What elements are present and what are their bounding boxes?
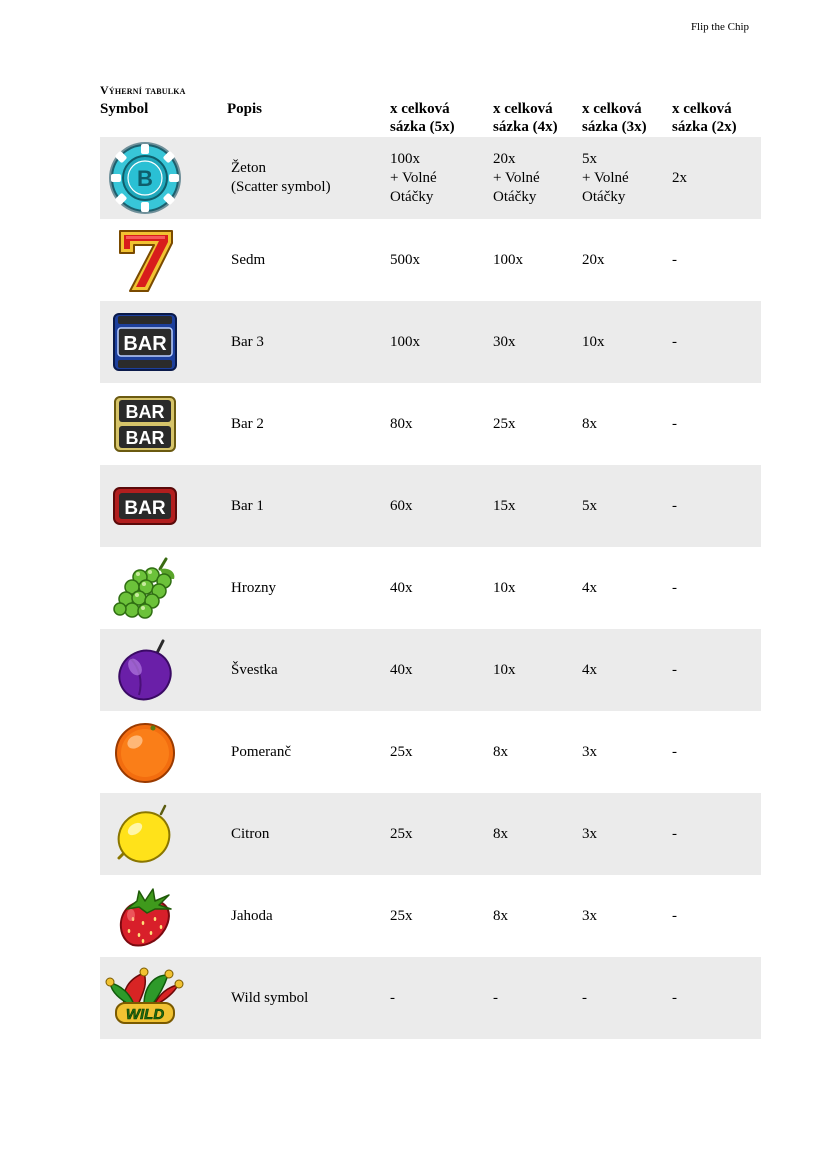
- payout-3x: 3x: [582, 907, 597, 924]
- bar2-icon: [113, 395, 177, 453]
- payout-4x: 20x + Volné Otáčky: [493, 150, 540, 205]
- payout-4x: 8x: [493, 825, 508, 842]
- seven-icon: [110, 225, 180, 295]
- payout-2x: -: [672, 579, 677, 596]
- chip-icon-letter: B: [137, 166, 153, 191]
- column-header-description: Popis: [227, 101, 263, 117]
- row-description: Švestka: [231, 661, 278, 678]
- payout-3x: 5x: [582, 497, 597, 514]
- row-description: Pomeranč: [231, 743, 291, 760]
- table-row: [100, 301, 761, 383]
- payout-5x: 100x: [390, 333, 420, 350]
- payout-2x: -: [672, 333, 677, 350]
- plum-icon: [113, 637, 177, 703]
- payout-2x: -: [672, 251, 677, 268]
- payout-4x: 8x: [493, 743, 508, 760]
- grapes-icon: [108, 555, 182, 621]
- payout-2x: -: [672, 661, 677, 678]
- row-description: Bar 2: [231, 415, 264, 432]
- payout-5x: 40x: [390, 579, 413, 596]
- payout-4x: 10x: [493, 579, 516, 596]
- row-description: Bar 3: [231, 333, 264, 350]
- payout-3x: 4x: [582, 579, 597, 596]
- bar2-icon-text-bottom: BAR: [125, 428, 165, 448]
- paytable-rows: [100, 137, 761, 1039]
- lemon-icon: [113, 802, 177, 866]
- payout-2x: -: [672, 989, 677, 1006]
- payout-4x: 15x: [493, 497, 516, 514]
- column-header-4x: x celková sázka (4x): [493, 101, 558, 135]
- payout-3x: 20x: [582, 251, 605, 268]
- payout-5x: 25x: [390, 825, 413, 842]
- payout-2x: -: [672, 907, 677, 924]
- payout-3x: 5x + Volné Otáčky: [582, 150, 629, 205]
- payout-4x: 10x: [493, 661, 516, 678]
- row-description: Wild symbol: [231, 989, 309, 1006]
- payout-3x: 10x: [582, 333, 605, 350]
- bar1-icon: [112, 486, 178, 526]
- payout-3x: 3x: [582, 743, 597, 760]
- column-header-5x: x celková sázka (5x): [390, 101, 455, 135]
- payout-3x: -: [582, 989, 587, 1006]
- payout-4x: -: [493, 989, 498, 1006]
- strawberry-icon: [113, 883, 177, 949]
- payout-5x: 500x: [390, 251, 420, 268]
- orange-icon: [113, 720, 177, 784]
- row-description: Citron: [231, 825, 270, 842]
- table-row: [100, 793, 761, 875]
- payout-5x: 100x + Volné Otáčky: [390, 150, 437, 205]
- table-row: [100, 711, 761, 793]
- row-description: Jahoda: [231, 907, 273, 924]
- chip-icon: [107, 140, 183, 216]
- row-description: Bar 1: [231, 497, 264, 514]
- payout-5x: 60x: [390, 497, 413, 514]
- payout-4x: 30x: [493, 333, 516, 350]
- row-description: Sedm: [231, 251, 266, 268]
- wild-jester-icon: [104, 965, 186, 1031]
- table-row: [100, 957, 761, 1039]
- column-header-2x: x celková sázka (2x): [672, 101, 737, 135]
- table-row: [100, 137, 761, 219]
- payout-4x: 8x: [493, 907, 508, 924]
- table-row: [100, 629, 761, 711]
- bar1-icon-text: BAR: [124, 498, 166, 519]
- payout-5x: 25x: [390, 907, 413, 924]
- payout-5x: 25x: [390, 743, 413, 760]
- bar3-icon-text: BAR: [123, 333, 167, 355]
- column-header-symbol: Symbol: [100, 101, 149, 117]
- payout-2x: -: [672, 415, 677, 432]
- table-row: [100, 219, 761, 301]
- payout-5x: 40x: [390, 661, 413, 678]
- payout-2x: -: [672, 743, 677, 760]
- wild-icon-text: WILD: [125, 1006, 165, 1023]
- table-header: [100, 100, 761, 138]
- payout-3x: 3x: [582, 825, 597, 842]
- payout-4x: 100x: [493, 251, 523, 268]
- table-row: [100, 383, 761, 465]
- payout-2x: 2x: [672, 169, 687, 186]
- table-row: [100, 547, 761, 629]
- table-row: [100, 465, 761, 547]
- page-header-title: Flip the Chip: [690, 21, 749, 33]
- row-description: Hrozny: [231, 579, 276, 596]
- column-header-3x: x celková sázka (3x): [582, 101, 647, 135]
- table-row: [100, 875, 761, 957]
- payout-4x: 25x: [493, 415, 516, 432]
- payout-3x: 8x: [582, 415, 597, 432]
- payout-5x: 80x: [390, 415, 413, 432]
- row-description: Žeton (Scatter symbol): [231, 160, 331, 195]
- bar3-icon: [112, 312, 178, 372]
- payout-2x: -: [672, 825, 677, 842]
- payout-2x: -: [672, 497, 677, 514]
- section-title: Výherní tabulka: [100, 83, 186, 97]
- payout-5x: -: [390, 989, 395, 1006]
- payout-3x: 4x: [582, 661, 597, 678]
- bar2-icon-text-top: BAR: [125, 402, 165, 422]
